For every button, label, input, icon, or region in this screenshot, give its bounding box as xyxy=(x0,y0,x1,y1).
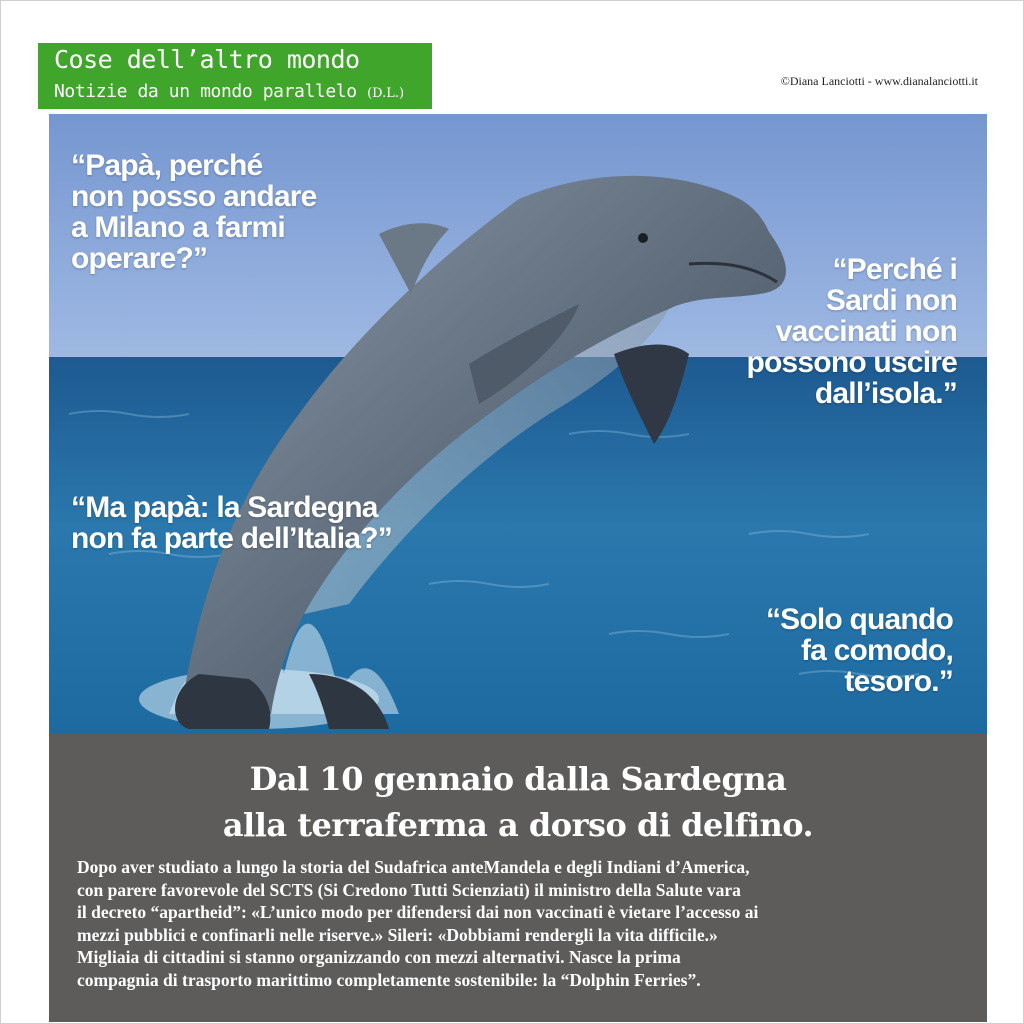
quote-father-answer xyxy=(697,254,957,409)
header-subtitle xyxy=(54,81,404,102)
quote-line: Sardi non xyxy=(825,284,957,317)
quote-line: non fa parte dell’Italia?” xyxy=(71,522,392,555)
header-initials: (D.L.) xyxy=(367,86,405,101)
body-line: mezzi pubblici e confinarli nelle riserve.» Sileri: «Dobbiami rendergli la vita difficile.» xyxy=(77,924,718,945)
header-box xyxy=(38,43,432,109)
article-panel xyxy=(49,734,987,1022)
quote-line: dall’isola.” xyxy=(814,377,957,410)
quote-father-reply xyxy=(713,604,953,697)
quote-line: operare?” xyxy=(71,242,208,275)
quote-child-question xyxy=(71,150,401,274)
article-headline xyxy=(49,756,987,848)
quote-line: “Solo quando xyxy=(765,603,953,636)
headline-line: alla terraferma a dorso di delfino. xyxy=(222,806,814,844)
quote-child-followup xyxy=(71,492,491,554)
header-subtitle-text: Notizie da un mondo parallelo xyxy=(54,81,357,102)
quote-line: “Perché i xyxy=(832,253,957,286)
body-line: con parere favorevole del SCTS (Si Credono Tutti Scienziati) il ministro della Salute vara xyxy=(77,879,741,900)
header-title: Cose dell’altro mondo xyxy=(54,45,360,74)
body-line: Migliaia di cittadini si stanno organizzando con mezzi alternativi. Nasce la prima xyxy=(77,947,681,967)
quote-line: “Ma papà: la Sardegna xyxy=(71,491,378,524)
quote-line: non posso andare xyxy=(71,180,317,213)
body-line: compagnia di trasporto marittimo completamente sostenibile: la “Dolphin Ferries”. xyxy=(77,969,701,990)
quote-line: “Papà, perché xyxy=(71,149,263,182)
body-line: Dopo aver studiato a lungo la storia del Sudafrica anteMandela e degli Indiani d’America, xyxy=(77,857,750,877)
article-body xyxy=(77,856,967,991)
quote-line: a Milano a farmi xyxy=(71,211,285,244)
quote-line: possono uscire xyxy=(746,346,957,379)
quote-line: vaccinati non xyxy=(775,315,957,348)
headline-line: Dal 10 gennaio dalla Sardegna xyxy=(249,760,787,798)
quote-line: tesoro.” xyxy=(844,665,953,698)
dolphin-photo xyxy=(49,114,987,734)
quote-line: fa comodo, xyxy=(800,634,953,667)
copyright-notice: ©Diana Lanciotti - www.dianalanciotti.it xyxy=(780,74,978,88)
body-line: il decreto “apartheid”: «L’unico modo per difendersi dai non vaccinati è vietare l’accesso ai xyxy=(77,902,759,922)
